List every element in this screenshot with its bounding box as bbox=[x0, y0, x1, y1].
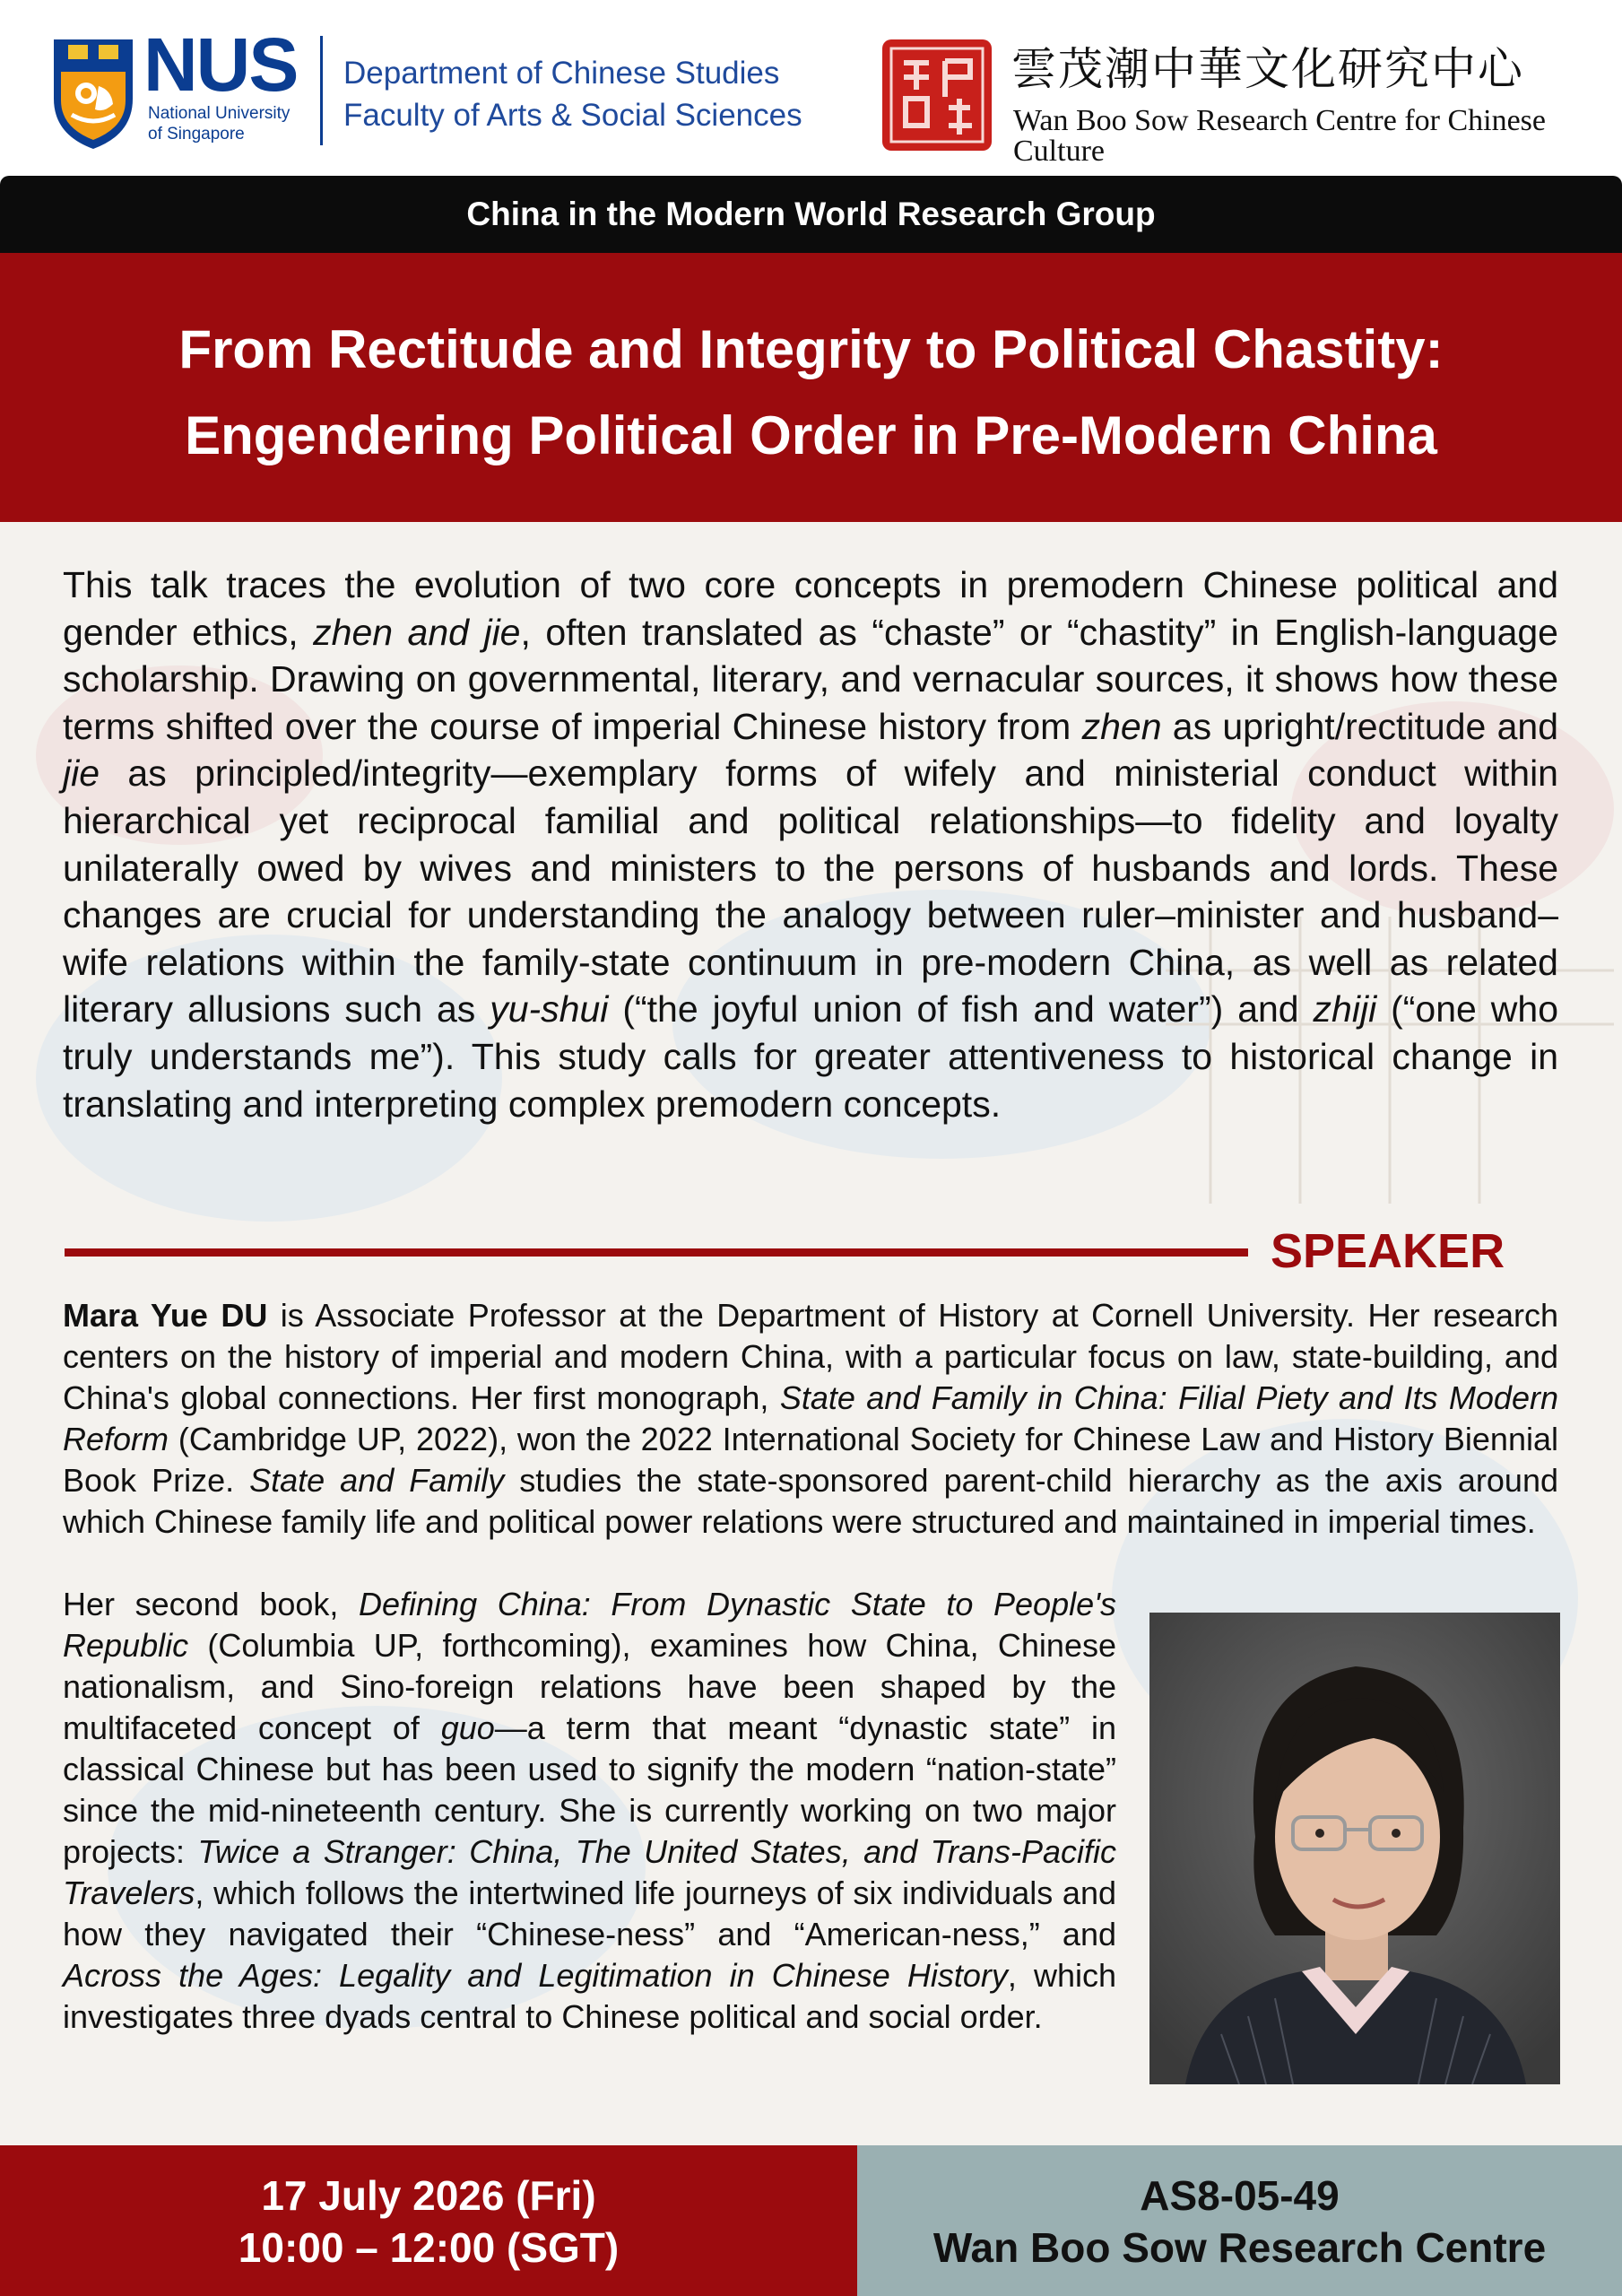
speaker-divider-rule bbox=[65, 1248, 1248, 1257]
nus-subtitle-line2: of Singapore bbox=[148, 125, 245, 144]
poster-header bbox=[0, 0, 1622, 176]
event-venue-panel bbox=[857, 2145, 1622, 2296]
talk-title-band bbox=[0, 253, 1622, 522]
event-venue: Wan Boo Sow Research Centre bbox=[932, 2224, 1547, 2271]
abstract-text-3: as upright/rectitude and bbox=[1161, 705, 1558, 747]
research-group-band bbox=[0, 176, 1622, 253]
abstract-text-1: This talk traces the evolution of two core concepts in premodern Chinese political and gender ethics, bbox=[63, 564, 1558, 653]
centre-name-chinese: 雲茂潮中華文化研究中心 bbox=[1011, 43, 1524, 95]
nus-subtitle bbox=[148, 103, 290, 144]
bio-text-8: , which investigates three dyads central to Chinese political and social order. bbox=[63, 1957, 1116, 2035]
nus-subtitle-line1: National University bbox=[148, 104, 291, 123]
bio-book-title-1: State and Family in China: Filial Piety and Its Modern Reform bbox=[63, 1379, 1558, 1457]
bio-text-4: Her second book, bbox=[63, 1586, 360, 1622]
abstract-text-2: , often translated as “chaste” or “chastity” in English-language scholarship. Drawing on governmental, literary, and vernacular sources, it shows how these terms shifted over the course of imperial Chinese history from bbox=[63, 611, 1558, 747]
bio-text-6: —a term that meant “dynastic state” in classical Chinese but has been used to signify the modern “nation-state” since the mid-nineteenth century. She is currently working on two major projects: bbox=[63, 1709, 1116, 1870]
talk-title-line-1: From Rectitude and Integrity to Political Chastity: bbox=[178, 319, 1444, 379]
speaker-bio-column bbox=[63, 1584, 1116, 2038]
bio-text-7: , which follows the intertwined life journeys of six individuals and how they navigated their “Chinese-ness” and “American-ness,” and bbox=[63, 1874, 1116, 1952]
bio-book-title-short: State and Family bbox=[249, 1462, 505, 1499]
department-name bbox=[343, 52, 802, 136]
speaker-name: Mara Yue DU bbox=[63, 1297, 268, 1334]
talk-abstract bbox=[63, 561, 1558, 1127]
bio-project-title-1: Twice a Stranger: China, The United States, and Trans-Pacific Travelers bbox=[63, 1833, 1116, 1911]
speaker-portrait-photo bbox=[1149, 1613, 1560, 2084]
bio-text-3: studies the state-sponsored parent-child hierarchy as the axis around which Chinese family life and political power relations were structured and maintained in imperial times. bbox=[63, 1462, 1558, 1540]
bio-text-1: is Associate Professor at the Department of History at Cornell University. Her research centers on the history of imperial and modern China, with a particular focus on law, state-building, and China's global connections. Her first monograph, bbox=[63, 1297, 1558, 1416]
abstract-term-yu-shui: yu-shui bbox=[490, 988, 609, 1031]
research-group-label: China in the Modern World Research Group bbox=[466, 196, 1156, 232]
talk-title-line-2: Engendering Political Order in Pre-Modern China bbox=[185, 405, 1437, 465]
abstract-term-zhen: zhen bbox=[1081, 705, 1162, 747]
abstract-text-4: as principled/integrity—exemplary forms of wifely and ministerial conduct within hierarchical yet reciprocal familial and political relationships—to fidelity and loyalty unilaterally owed by wives and ministers to the persons of husbands and lords. These changes are crucial for understanding the analogy between ruler–minister and husband–wife relations within the family-state continuum in pre-modern China, as well as related literary allusions such as bbox=[63, 752, 1558, 1031]
bio-book-title-2: Defining China: From Dynastic State to People's Republic bbox=[63, 1586, 1116, 1664]
abstract-text-6: (“one who truly understands me”). This study calls for greater attentiveness to historical change in translating and interpreting complex premodern concepts. bbox=[63, 988, 1558, 1125]
nus-lion-crest-icon bbox=[50, 36, 136, 151]
abstract-term-jie: jie bbox=[63, 752, 100, 795]
event-datetime-panel bbox=[0, 2145, 857, 2296]
bio-text-2: (Cambridge UP, 2022), won the 2022 International Society for Chinese Law and History Biennial Book Prize. bbox=[63, 1421, 1558, 1499]
speaker-bio-full-width bbox=[63, 1295, 1558, 1543]
speaker-heading: SPEAKER bbox=[1271, 1224, 1505, 1278]
red-seal-stamp-icon bbox=[879, 36, 995, 154]
department-line-1: Department of Chinese Studies bbox=[343, 56, 780, 91]
event-date: 17 July 2026 (Fri) bbox=[261, 2172, 596, 2219]
department-line-2: Faculty of Arts & Social Sciences bbox=[343, 98, 802, 133]
bio-term-guo: guo bbox=[440, 1709, 495, 1746]
bio-project-title-2: Across the Ages: Legality and Legitimation in Chinese History bbox=[63, 1957, 1008, 1994]
event-time: 10:00 – 12:00 (SGT) bbox=[238, 2224, 620, 2271]
abstract-term-zhiji: zhiji bbox=[1313, 988, 1377, 1031]
nus-wordmark: NUS bbox=[143, 22, 298, 107]
bio-text-5: (Columbia UP, forthcoming), examines how China, Chinese nationalism, and Sino-foreign relations have been shaped by the multifaceted concept of bbox=[63, 1627, 1116, 1746]
header-divider bbox=[320, 36, 323, 145]
abstract-term-zhen-jie: zhen and jie bbox=[313, 611, 521, 653]
event-room: AS8-05-49 bbox=[1140, 2172, 1340, 2219]
abstract-text-5: (“the joyful union of fish and water”) and bbox=[608, 988, 1314, 1031]
centre-name-english: Wan Boo Sow Research Centre for Chinese Culture bbox=[1013, 104, 1547, 168]
